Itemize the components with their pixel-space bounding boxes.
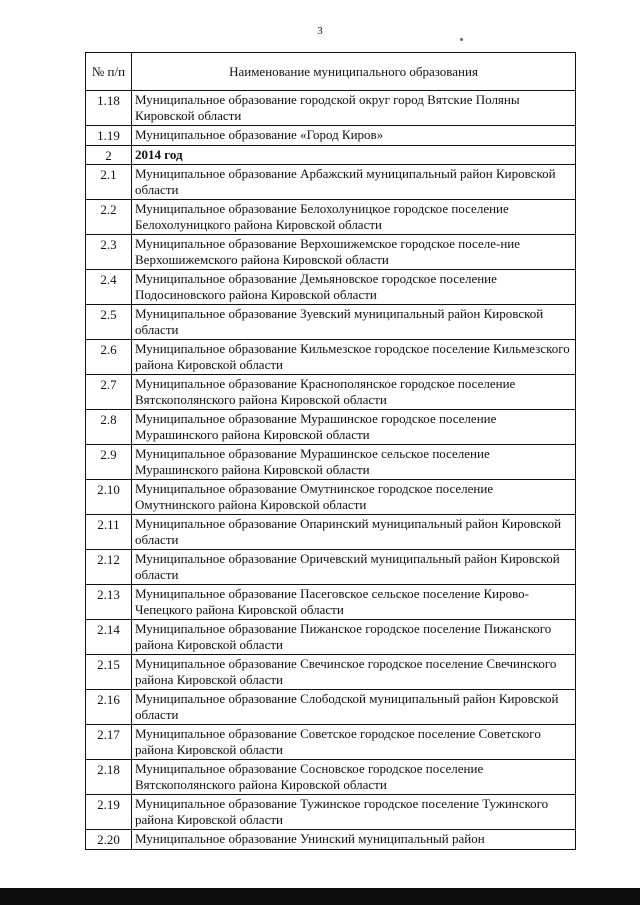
row-number: 2.6 [86,340,132,375]
row-name: Муниципальное образование Омутнинское городское поселение Омутнинского района Кировской области [132,480,576,515]
row-name: Муниципальное образование Пасеговское сельское поселение Кирово-Чепецкого района Кировской области [132,585,576,620]
table-row [86,375,576,410]
row-name: Муниципальное образование Кильмезское городское поселение Кильмезского района Кировской области [132,340,576,375]
municipalities-table [85,52,576,850]
row-name: Муниципальное образование Мурашинское сельское поселение Мурашинского района Кировской области [132,445,576,480]
row-number: 1.19 [86,126,132,146]
row-name: Муниципальное образование Краснополянское городское поселение Вятскополянского района Кировской области [132,375,576,410]
row-name: Муниципальное образование Арбажский муниципальный район Кировской области [132,165,576,200]
table-row [86,620,576,655]
table-row [86,445,576,480]
row-name: Муниципальное образование Слободской муниципальный район Кировской области [132,690,576,725]
table-row [86,235,576,270]
row-name: Муниципальное образование Унинский муниципальный район [132,830,576,850]
row-name: Муниципальное образование Верхошижемское городское поселе-ние Верхошижемского района Кировской области [132,235,576,270]
table-row [86,410,576,445]
table-row [86,725,576,760]
row-number: 2.3 [86,235,132,270]
table-row [86,655,576,690]
table-row [86,145,576,165]
row-name: Муниципальное образование городской округ город Вятские Поляны Кировской области [132,91,576,126]
table-header-row [86,53,576,91]
row-number: 2.20 [86,830,132,850]
row-number: 2.2 [86,200,132,235]
table-row [86,91,576,126]
row-number: 2.12 [86,550,132,585]
scan-speck [460,38,463,41]
row-name: Муниципальное образование Тужинское городское поселение Тужинского района Кировской области [132,795,576,830]
row-number: 1.18 [86,91,132,126]
table-row [86,585,576,620]
table-row [86,270,576,305]
row-name: Муниципальное образование Пижанское городское поселение Пижанского района Кировской области [132,620,576,655]
header-num: № п/п [86,53,132,91]
page-number: 3 [317,25,323,37]
row-name: Муниципальное образование Зуевский муниципальный район Кировской области [132,305,576,340]
table-body [86,91,576,850]
row-number: 2 [86,145,132,165]
row-number: 2.11 [86,515,132,550]
table-row [86,830,576,850]
row-name: 2014 год [132,145,576,165]
table-row [86,690,576,725]
row-name: Муниципальное образование «Город Киров» [132,126,576,146]
table-row [86,340,576,375]
row-number: 2.7 [86,375,132,410]
row-number: 2.1 [86,165,132,200]
table-row [86,305,576,340]
row-name: Муниципальное образование Демьяновское городское поселение Подосиновского района Кировской области [132,270,576,305]
table-row [86,795,576,830]
row-number: 2.18 [86,760,132,795]
table-row [86,126,576,146]
row-name: Муниципальное образование Белохолуницкое городское поселение Белохолуницкого района Кировской области [132,200,576,235]
table-row [86,760,576,795]
table-row [86,515,576,550]
row-number: 2.14 [86,620,132,655]
row-number: 2.16 [86,690,132,725]
row-name: Муниципальное образование Опаринский муниципальный район Кировской области [132,515,576,550]
row-number: 2.9 [86,445,132,480]
row-name: Муниципальное образование Советское городское поселение Советского района Кировской области [132,725,576,760]
row-number: 2.17 [86,725,132,760]
row-name: Муниципальное образование Свечинское городское поселение Свечинского района Кировской области [132,655,576,690]
table-row [86,480,576,515]
table-row [86,200,576,235]
row-number: 2.13 [86,585,132,620]
row-number: 2.19 [86,795,132,830]
row-number: 2.8 [86,410,132,445]
table-row [86,550,576,585]
table-row [86,165,576,200]
row-number: 2.10 [86,480,132,515]
scan-bottom-edge [0,888,640,905]
row-name: Муниципальное образование Мурашинское городское поселение Мурашинского района Кировской области [132,410,576,445]
row-name: Муниципальное образование Оричевский муниципальный район Кировской области [132,550,576,585]
row-name: Муниципальное образование Сосновское городское поселение Вятскополянского района Кировской области [132,760,576,795]
header-name: Наименование муниципального образования [132,53,576,91]
row-number: 2.15 [86,655,132,690]
row-number: 2.5 [86,305,132,340]
row-number: 2.4 [86,270,132,305]
